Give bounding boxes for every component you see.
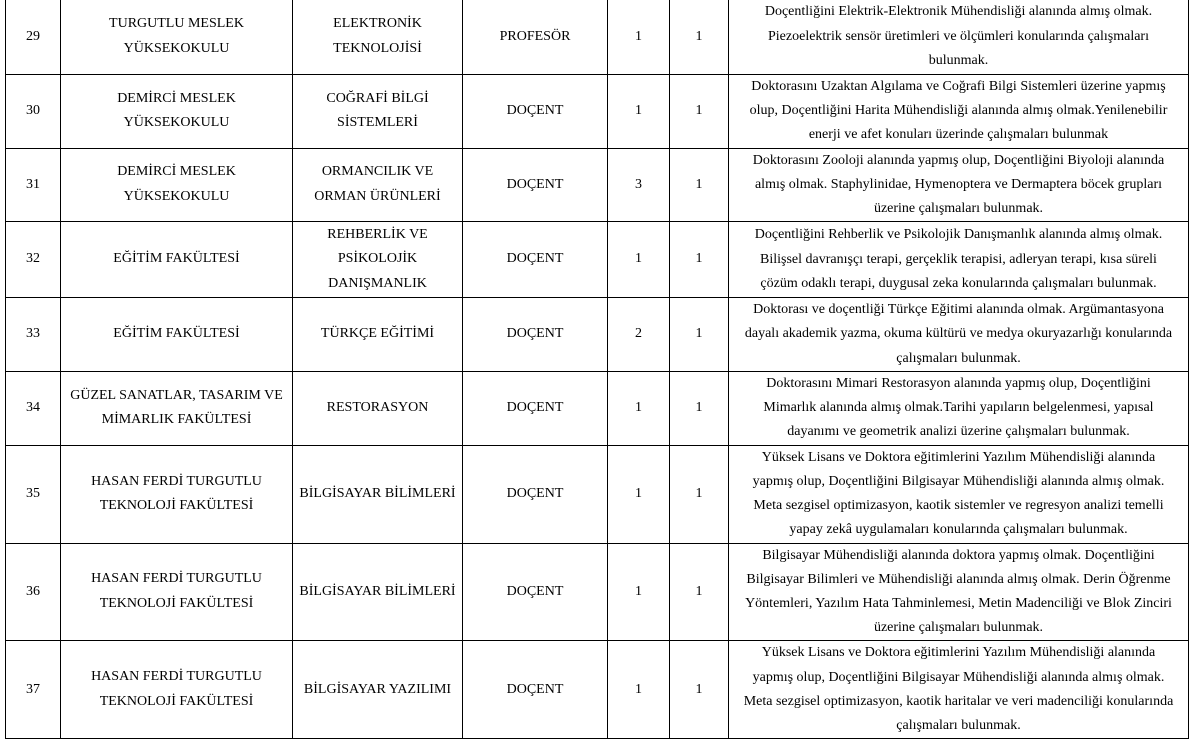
- level-cell: 1: [670, 0, 729, 74]
- unit-cell: DEMİRCİ MESLEK YÜKSEKOKULU: [61, 148, 293, 222]
- requirements-cell: Doçentliğini Elektrik-Elektronik Mühendisliği alanında almış olmak. Piezoelektrik sensör üretimleri ve ölçümleri konularında çalışmaları bulunmak.: [729, 0, 1189, 74]
- row-number: 37: [6, 641, 61, 739]
- table-row: [6, 543, 1189, 641]
- table-row: [6, 371, 1189, 445]
- title-cell: DOÇENT: [463, 641, 608, 739]
- count-cell: 2: [608, 298, 670, 372]
- title-cell: DOÇENT: [463, 543, 608, 641]
- count-cell: 3: [608, 148, 670, 222]
- unit-cell: EĞİTİM FAKÜLTESİ: [61, 298, 293, 372]
- requirements-cell: Doktorasını Mimari Restorasyon alanında yapmış olup, Doçentliğini Mimarlık alanında almış olmak.Tarihi yapıların belgelenmesi, yapısal dayanımı ve geometrik analizi üzerine çalışmaları bulunmak.: [729, 371, 1189, 445]
- requirements-cell: Yüksek Lisans ve Doktora eğitimlerini Yazılım Mühendisliği alanında yapmış olup, Doçentliğini Bilgisayar Mühendisliği alanında almış olmak. Meta sezgisel optimizasyon, kaotik sistemler ve regresyon analizi temelli yapay zekâ uygulamaları konularında çalışmaları bulunmak.: [729, 445, 1189, 543]
- row-number: 29: [6, 0, 61, 74]
- department-cell: TÜRKÇE EĞİTİMİ: [293, 298, 463, 372]
- row-number: 32: [6, 222, 61, 298]
- unit-cell: GÜZEL SANATLAR, TASARIM VE MİMARLIK FAKÜLTESİ: [61, 371, 293, 445]
- level-cell: 1: [670, 371, 729, 445]
- count-cell: 1: [608, 0, 670, 74]
- unit-cell: TURGUTLU MESLEK YÜKSEKOKULU: [61, 0, 293, 74]
- level-cell: 1: [670, 641, 729, 739]
- row-number: 30: [6, 74, 61, 148]
- row-number: 35: [6, 445, 61, 543]
- count-cell: 1: [608, 74, 670, 148]
- unit-cell: HASAN FERDİ TURGUTLU TEKNOLOJİ FAKÜLTESİ: [61, 445, 293, 543]
- department-cell: BİLGİSAYAR BİLİMLERİ: [293, 543, 463, 641]
- department-cell: RESTORASYON: [293, 371, 463, 445]
- title-cell: DOÇENT: [463, 371, 608, 445]
- level-cell: 1: [670, 298, 729, 372]
- staff-position-table: [5, 0, 1189, 739]
- row-number: 33: [6, 298, 61, 372]
- count-cell: 1: [608, 641, 670, 739]
- table-row: [6, 148, 1189, 222]
- row-number: 34: [6, 371, 61, 445]
- requirements-cell: Doktorasını Zooloji alanında yapmış olup, Doçentliğini Biyoloji alanında almış olmak. Staphylinidae, Hymenoptera ve Dermaptera böcek grupları üzerine çalışmaları bulunmak.: [729, 148, 1189, 222]
- level-cell: 1: [670, 543, 729, 641]
- table-row: [6, 74, 1189, 148]
- table-row: [6, 445, 1189, 543]
- unit-cell: EĞİTİM FAKÜLTESİ: [61, 222, 293, 298]
- unit-cell: HASAN FERDİ TURGUTLU TEKNOLOJİ FAKÜLTESİ: [61, 641, 293, 739]
- level-cell: 1: [670, 74, 729, 148]
- unit-cell: DEMİRCİ MESLEK YÜKSEKOKULU: [61, 74, 293, 148]
- table-row: [6, 0, 1189, 74]
- level-cell: 1: [670, 445, 729, 543]
- department-cell: ELEKTRONİK TEKNOLOJİSİ: [293, 0, 463, 74]
- title-cell: DOÇENT: [463, 148, 608, 222]
- row-number: 31: [6, 148, 61, 222]
- count-cell: 1: [608, 371, 670, 445]
- table-row: [6, 641, 1189, 739]
- title-cell: PROFESÖR: [463, 0, 608, 74]
- level-cell: 1: [670, 222, 729, 298]
- row-number: 36: [6, 543, 61, 641]
- count-cell: 1: [608, 222, 670, 298]
- requirements-cell: Doktorası ve doçentliği Türkçe Eğitimi alanında olmak. Argümantasyona dayalı akademik yazma, okuma kültürü ve medya okuryazarlığı konularında çalışmaları bulunmak.: [729, 298, 1189, 372]
- unit-cell: HASAN FERDİ TURGUTLU TEKNOLOJİ FAKÜLTESİ: [61, 543, 293, 641]
- department-cell: COĞRAFİ BİLGİ SİSTEMLERİ: [293, 74, 463, 148]
- requirements-cell: Doktorasını Uzaktan Algılama ve Coğrafi Bilgi Sistemleri üzerine yapmış olup, Doçentliğini Harita Mühendisliği alanında almış olmak.Yenilenebilir enerji ve afet konuları üzerinde çalışmaları bulunmak: [729, 74, 1189, 148]
- department-cell: BİLGİSAYAR BİLİMLERİ: [293, 445, 463, 543]
- department-cell: BİLGİSAYAR YAZILIMI: [293, 641, 463, 739]
- count-cell: 1: [608, 543, 670, 641]
- department-cell: REHBERLİK VE PSİKOLOJİK DANIŞMANLIK: [293, 222, 463, 298]
- title-cell: DOÇENT: [463, 298, 608, 372]
- title-cell: DOÇENT: [463, 222, 608, 298]
- count-cell: 1: [608, 445, 670, 543]
- requirements-cell: Bilgisayar Mühendisliği alanında doktora yapmış olmak. Doçentliğini Bilgisayar Bilimleri ve Mühendisliği alanında almış olmak. Derin Öğrenme Yöntemleri, Yazılım Hata Tahminlemesi, Metin Madenciliği ve Blok Zinciri üzerine çalışmaları bulunmak.: [729, 543, 1189, 641]
- department-cell: ORMANCILIK VE ORMAN ÜRÜNLERİ: [293, 148, 463, 222]
- title-cell: DOÇENT: [463, 74, 608, 148]
- requirements-cell: Yüksek Lisans ve Doktora eğitimlerini Yazılım Mühendisliği alanında yapmış olup, Doçentliğini Bilgisayar Mühendisliği alanında almış olmak. Meta sezgisel optimizasyon, kaotik haritalar ve veri madenciliği konularında çalışmaları bulunmak.: [729, 641, 1189, 739]
- title-cell: DOÇENT: [463, 445, 608, 543]
- table-row: [6, 222, 1189, 298]
- level-cell: 1: [670, 148, 729, 222]
- table-row: [6, 298, 1189, 372]
- requirements-cell: Doçentliğini Rehberlik ve Psikolojik Danışmanlık alanında almış olmak. Bilişsel davranışçı terapi, gerçeklik terapisi, adleryan terapi, kısa süreli çözüm odaklı terapi, duygusal zeka konularında çalışmaları bulunmak.: [729, 222, 1189, 298]
